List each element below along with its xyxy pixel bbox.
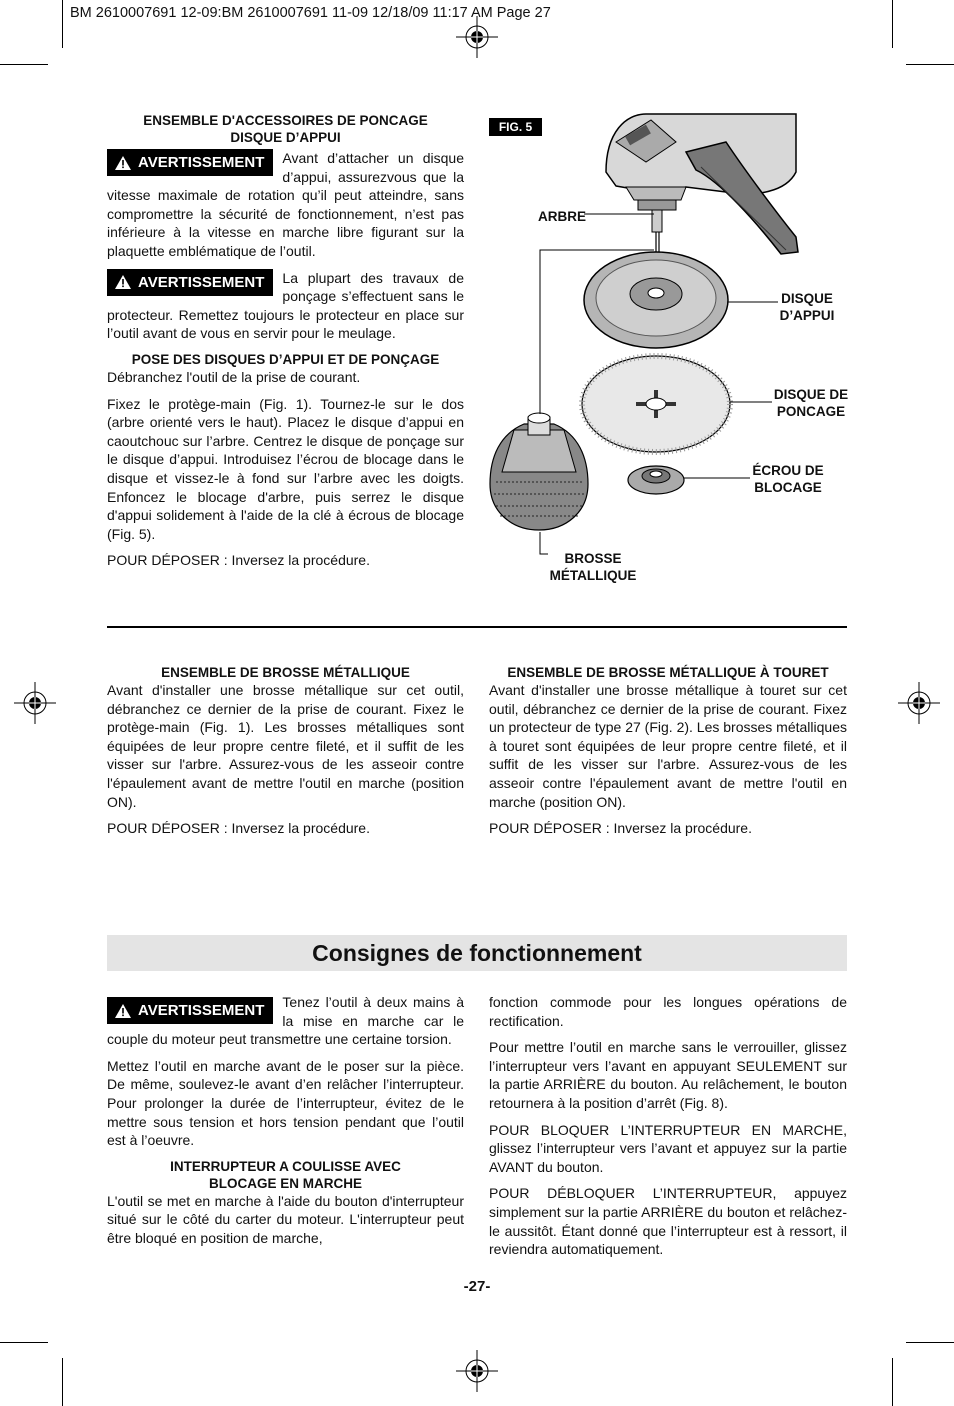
wire-brush-removal: POUR DÉPOSER : Inversez la procédure. bbox=[107, 820, 370, 837]
registration-mark-right bbox=[898, 682, 940, 724]
warning-badge bbox=[107, 149, 273, 176]
warning-label: AVERTISSEMENT bbox=[138, 154, 265, 171]
wire-brush-section bbox=[107, 664, 464, 846]
start-stop-text: Mettez l’outil en marche avant de le poser sur la pièce. De même, soulevez-le avant d’en relâcher l’interrupteur. Pour prolonger la durée de l’interrupteur, évitez de le mettre sous tension et hors tension pendant que l’outil est à l’oeuvre. bbox=[107, 1057, 464, 1149]
slide-switch-text: L'outil se met en marche à l'aide du bouton d'interrupteur situé sur le côté du carter du moteur. L'interrupteur peut être bloqué en position de marche, bbox=[107, 1192, 464, 1246]
section-title: Consignes de fonctionnement bbox=[312, 940, 642, 966]
wire-brush-heading: ENSEMBLE DE BROSSE MÉTALLIQUE bbox=[161, 665, 410, 680]
slide-switch-heading: INTERRUPTEUR A COULISSE AVEC bbox=[170, 1158, 401, 1174]
wire-wheel-removal: POUR DÉPOSER : Inversez la procédure. bbox=[489, 820, 752, 837]
sanding-heading: ENSEMBLE D'ACCESSOIRES DE PONCAGE bbox=[143, 113, 428, 128]
slide-switch-heading-2: BLOCAGE EN MARCHE bbox=[208, 1175, 362, 1191]
switch-text-3: POUR BLOQUER L’INTERRUPTEUR EN MARCHE, glissez l’interrupteur vers l’avant et appuyez sur la partie AVANT du bouton. bbox=[489, 1121, 847, 1175]
backing-pad-heading: DISQUE D’APPUI bbox=[230, 130, 341, 145]
warning-triangle-icon bbox=[115, 275, 131, 289]
wire-wheel-text: Avant d'installer une brosse métallique à touret sur cet outil, débranchez ce dernier de la prise de courant. Fixez un protecteur de type 27 (Fig. 2). Les brosses métalliques à touret sont équipées de leur propre centre fileté, et il suffit de les visser sur l'arbre. Assurez-vous de les asseoir contre l'épaulement avant de mettre l'outil en marche (position ON). bbox=[489, 682, 847, 810]
switch-text-2: Pour mettre l’outil en marche sans le verrouiller, glissez l’interrupteur vers l’avant en appuyant SEULEMENT sur la partie ARRIÈRE du bouton. Au relâchement, le bouton retournera à la position d’arrêt (Fig. 8). bbox=[489, 1039, 847, 1111]
registration-mark-bottom bbox=[456, 1350, 498, 1392]
switch-text-1: fonction commode pour les longues opérations de rectification. bbox=[489, 994, 847, 1029]
warning-badge bbox=[107, 997, 273, 1024]
wire-wheel-section bbox=[489, 664, 847, 846]
page-number: -27- bbox=[463, 1278, 491, 1295]
warning-label: AVERTISSEMENT bbox=[138, 273, 265, 291]
operating-instructions-left bbox=[107, 993, 464, 1256]
switch-text-4: POUR DÉBLOQUER L’INTERRUPTEUR, appuyez simplement sur la partie ARRIÈRE du bouton et relâchez-le aussitôt. Étant donné que l’interrupteur est à ressort, il reviendra automatiquement. bbox=[489, 1185, 847, 1258]
sanding-accessories-section bbox=[107, 112, 464, 578]
print-slug: BM 2610007691 12-09:BM 2610007691 11-09 12/18/09 11:17 AM Page 27 bbox=[70, 5, 551, 21]
registration-mark-top bbox=[456, 16, 498, 58]
warning-text-max-speed: Avant d’attacher un disque d’appui, assurezvous que la vitesse maximale de rotation qu’il peut atteindre, sans compromettre la sécurité de fonctionnement, n’est pas inférieure à la vitesse en marche libre figurant sur la plaquette emblématique de l’outil. bbox=[107, 150, 464, 259]
warning-triangle-icon bbox=[115, 1004, 131, 1018]
warning-text-guard: La plupart des travaux de ponçage s’effectuent sans le protecteur. Remettez toujours le protecteur en place sur l’outil avant de vous en servir pour le meulage. bbox=[107, 269, 464, 342]
section-divider bbox=[107, 626, 847, 628]
label-ecrou-blocage: ÉCROU DE BLOCAGE bbox=[752, 463, 824, 495]
install-pads-heading: POSE DES DISQUES D’APPUI ET DE PONÇAGE bbox=[131, 351, 440, 367]
warning-badge bbox=[107, 269, 273, 296]
backing-pad bbox=[584, 252, 728, 348]
warning-triangle-icon bbox=[115, 156, 131, 170]
install-instructions: Fixez le protège-main (Fig. 1). Tournez-le sur le dos (arbre orienté vers le haut). Placez le disque d’appui en caoutchouc sur l’arbre. Centrez le disque de ponçage sur le disque d’appui. Introduisez l’écrou de blocage dans le disque et vissez-le à fond sur l’arbre avec les doigts. Enfoncez le blocage d'arbre, puis serrez le disque d'appui solidement à l'aide de la clé à écrous de blocage (Fig. 5). bbox=[107, 395, 464, 542]
sanding-disc bbox=[582, 356, 730, 452]
label-disque-poncage: DISQUE DE PONCAGE bbox=[773, 387, 849, 419]
unplug-instruction: Débranchez l'outil de la prise de courant. bbox=[107, 368, 361, 385]
wire-wheel-heading: ENSEMBLE DE BROSSE MÉTALLIQUE À TOURET bbox=[507, 665, 829, 680]
lock-nut bbox=[628, 466, 684, 494]
warning-label: AVERTISSEMENT bbox=[138, 1002, 265, 1019]
operating-instructions-right bbox=[489, 993, 847, 1267]
fig5-illustration bbox=[486, 112, 806, 572]
figure-tag: FIG. 5 bbox=[489, 118, 542, 136]
warning-text-two-hands: Tenez l’outil à deux mains à la mise en marche car le couple du moteur peut transmettre une certaine torsion. bbox=[107, 994, 464, 1048]
label-disque-appui: DISQUE D’APPUI bbox=[779, 291, 835, 323]
wire-brush-text: Avant d'installer une brosse métallique sur cet outil, débranchez ce dernier de la prise de courant. Fixez le protège-main (Fig. 1). Les brosses métalliques sont équipées de leur propre centre fileté, et il suffit de les visser sur l'arbre. Assurez-vous de les asseoir contre l'épaulement avant de mettre l'outil en marche (position ON). bbox=[107, 682, 464, 810]
label-brosse-metallique: BROSSE MÉTALLIQUE bbox=[549, 551, 637, 583]
removal-instruction: POUR DÉPOSER : Inversez la procédure. bbox=[107, 552, 370, 569]
registration-mark-left bbox=[14, 682, 56, 724]
label-arbre: ARBRE bbox=[537, 209, 586, 224]
grinder-tool bbox=[606, 114, 798, 254]
wire-cup-brush bbox=[490, 413, 588, 530]
